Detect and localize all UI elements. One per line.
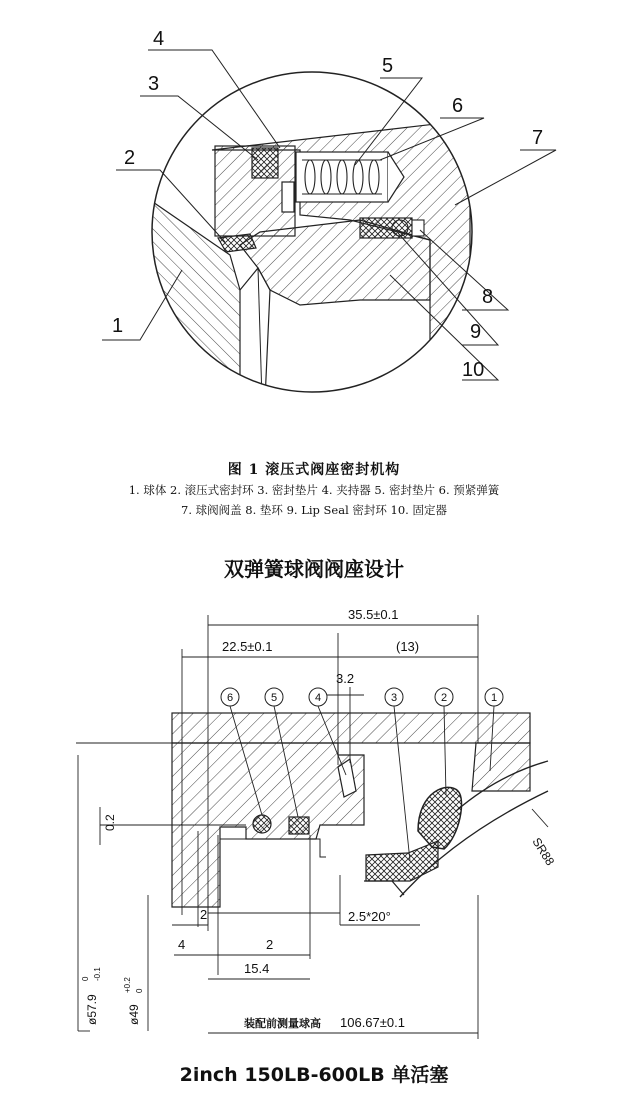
dim-dia-49-tol-dn: 0 <box>135 988 144 993</box>
balloon-2: 2 <box>440 692 448 704</box>
balloon-5: 5 <box>270 692 278 704</box>
seat-ring-2 <box>418 787 462 849</box>
dim-2-a: 2 <box>200 907 208 922</box>
part-label-5: 5 <box>382 55 394 77</box>
dim-sr88: SR88 <box>529 835 558 869</box>
dim-dia-57-9-tol-up: 0 <box>81 976 90 981</box>
dim-ball-height-value: 106.67±0.1 <box>340 1015 405 1030</box>
dim-4: 4 <box>178 937 186 952</box>
part-label-2: 2 <box>124 147 136 169</box>
dim-2-b: 2 <box>266 937 274 952</box>
part-label-10: 10 <box>462 359 485 381</box>
dim-15-4: 15.4 <box>244 961 270 976</box>
dim-0-2: 0.2 <box>103 814 117 831</box>
section-title-single-piston: 2inch 150LB-600LB 单活塞 <box>179 1064 449 1086</box>
dim-dia-57-9-tol-dn: -0.1 <box>93 967 102 981</box>
gasket-5 <box>282 182 294 212</box>
balloon-3: 3 <box>390 692 398 704</box>
seat-retainer-bar <box>172 713 530 743</box>
part-label-9: 9 <box>470 321 482 343</box>
dim-ball-height-label: 装配前测量球高 <box>244 1018 321 1030</box>
roller-seal-ring <box>218 234 256 252</box>
part-label-8: 8 <box>482 286 494 308</box>
balloon-1: 1 <box>490 692 498 704</box>
dim-dia-49: ø49 <box>127 1004 141 1025</box>
part-label-3: 3 <box>148 73 160 95</box>
figure1-legend-line1: 1. 球体 2. 滚压式密封环 3. 密封垫片 4. 夹持器 5. 密封垫片 6. 预紧弹簧 <box>128 483 500 497</box>
dim-chamfer: 2.5*20° <box>348 909 391 924</box>
dim-13: (13) <box>396 639 420 654</box>
dim-35-5: 35.5±0.1 <box>348 607 399 622</box>
o-ring-6 <box>253 815 271 833</box>
balloon-4: 4 <box>314 692 322 704</box>
part-label-6: 6 <box>452 95 464 117</box>
part-label-1: 1 <box>112 315 124 337</box>
part-label-4: 4 <box>153 28 165 50</box>
dim-22-5: 22.5±0.1 <box>222 639 273 654</box>
single-piston-seat-drawing <box>0 595 628 1055</box>
figure1-caption-title: 图 1 滚压式阀座密封机构 <box>227 462 401 478</box>
gasket-ring-8 <box>412 220 424 236</box>
gasket-3 <box>252 148 278 178</box>
body-part-1 <box>472 743 530 791</box>
part-label-7: 7 <box>532 127 544 149</box>
dim-3-2: 3.2 <box>336 671 355 686</box>
seal-5 <box>289 817 309 834</box>
figure1-legend-line2: 7. 球阀阀盖 8. 垫环 9. Lip Seal 密封环 10. 固定器 <box>181 503 447 517</box>
seat-seal-mechanism-drawing <box>0 0 628 455</box>
seat-insert-3 <box>366 841 438 881</box>
dim-dia-57-9: ø57.9 <box>85 994 99 1025</box>
section-title-double-spring: 双弹簧球阀阀座设计 <box>224 557 404 581</box>
balloon-6: 6 <box>226 692 234 704</box>
dim-dia-49-tol-up: +0.2 <box>123 977 132 993</box>
